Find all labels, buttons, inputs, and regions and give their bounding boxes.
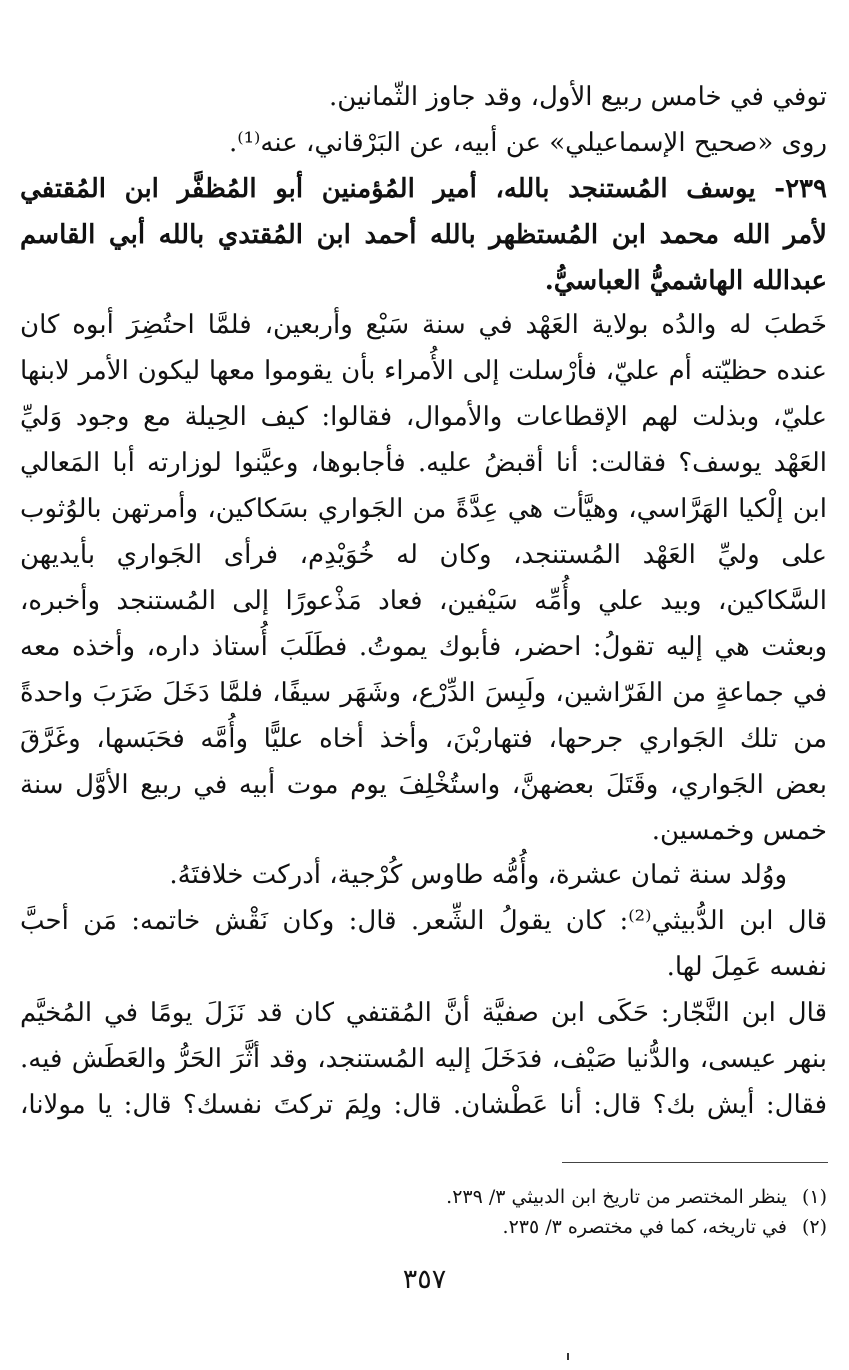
text-line: وبعثت هي إليه تقولُ: احضر، فأبوك يموتُ. فطَلَبَ أُستاذ داره، وأخذه معه bbox=[20, 632, 827, 662]
text-line: ووُلد سنة ثمان عشرة، وأُمُّه طاوس كُرْجية، أدركت خلافتَهُ. bbox=[169, 860, 787, 890]
entry-heading-line: عبدالله الهاشميُّ العباسيُّ. bbox=[544, 266, 827, 296]
footnote-number: (٢) bbox=[801, 1216, 827, 1238]
text-line: على وليِّ العَهْد المُستنجد، وكان له خُوَيْدِم، فرأى الجَواري بأيديهن bbox=[20, 540, 827, 570]
text-line: من تلك الجَواري جرحها، فتهاربْنَ، وأخذ أخاه عليًّا وأُمَّه فحَبَسها، وغَرَّقَ bbox=[20, 724, 827, 754]
text-line: السَّكاكين، وبيد علي وأُمِّه سَيْفين، فعاد مَذْعورًا إلى المُستنجد وأخبره، bbox=[20, 586, 827, 616]
text-line: بنهر عيسى، والدُّنيا صَيْف، فدَخَلَ إليه المُستنجد، وقد أثَّرَ الحَرُّ والعَطَش فيه. bbox=[20, 1044, 827, 1074]
footnote bbox=[446, 1182, 827, 1212]
entry-heading-line: ٢٣٩- يوسف المُستنجد بالله، أمير المُؤمنين أبو المُظفَّر ابن المُقتفي bbox=[20, 174, 827, 204]
text-line: خَطبَ له والدُه بولاية العَهْد في سنة سَبْع وأربعين، فلمَّا احتُضِرَ أبوه كان bbox=[20, 310, 827, 340]
footnote-text: ينظر المختصر من تاريخ ابن الدبيثي ٣/ ٢٣٩. bbox=[446, 1186, 787, 1208]
text-line: عنده حظيّته أم عليّ، فأرْسلت إلى الأُمراء بأن يقوموا معها ليكون الأمر لابنها bbox=[20, 356, 827, 386]
text-line: نفسه عَمِلَ لها. bbox=[666, 952, 827, 982]
text-line: خمس وخمسين. bbox=[651, 816, 827, 846]
footnote-separator bbox=[562, 1162, 828, 1163]
text-line: العَهْد يوسف؟ فقالت: أنا أقبضُ عليه. فأجابوها، وعيَّنوا لوزارته أبا المَعالي bbox=[20, 448, 827, 478]
text-line: عليّ، وبذلت لهم الإقطاعات والأموال، فقالوا: كيف الحِيلة مع وجود وَليِّ bbox=[20, 402, 827, 432]
scan-speck bbox=[567, 1353, 569, 1360]
entry-heading-line: لأمر الله محمد ابن المُستظهر بالله أحمد ابن المُقتدي بالله أبي القاسم bbox=[20, 220, 827, 250]
footnote bbox=[503, 1212, 827, 1242]
text-line: في جماعةٍ من الفَرّاشين، ولَبِسَ الدِّرْع، وشَهَر سيفًا، فلمَّا دَخَلَ ضَرَبَ واحدةً bbox=[20, 678, 827, 708]
text-line: قال ابن الدُّبيثي⁽²⁾: كان يقولُ الشِّعر. قال: وكان نَقْش خاتمه: مَن أحبَّ bbox=[20, 906, 827, 936]
text-line: فقال: أيش بك؟ قال: أنا عَطْشان. قال: ولِمَ تركتَ نفسك؟ قال: يا مولانا، bbox=[20, 1090, 827, 1120]
text-line: ابن إلْكيا الهَرَّاسي، وهيَّأت هي عِدَّةً من الجَواري بسَكاكين، وأمرتهن بالوُثوب bbox=[20, 494, 827, 524]
text-line: بعض الجَواري، وقَتَلَ بعضهنَّ، واستُخْلِفَ يوم موت أبيه في ربيع الأوَّل سنة bbox=[20, 770, 827, 800]
footnote-text: في تاريخه، كما في مختصره ٣/ ٢٣٥. bbox=[502, 1216, 787, 1238]
text-line: روى «صحيح الإسماعيلي» عن أبيه، عن البَرْقاني، عنه⁽¹⁾. bbox=[228, 128, 827, 158]
footnote-number: (١) bbox=[801, 1186, 827, 1208]
text-line: قال ابن النَّجّار: حَكَى ابن صفيَّة أنَّ المُقتفي كان قد نَزَلَ يومًا في المُخيَّم bbox=[20, 998, 827, 1028]
page-number: ٣٥٧ bbox=[402, 1264, 447, 1295]
text-line: توفي في خامس ربيع الأول، وقد جاوز الثّمانين. bbox=[329, 82, 827, 112]
